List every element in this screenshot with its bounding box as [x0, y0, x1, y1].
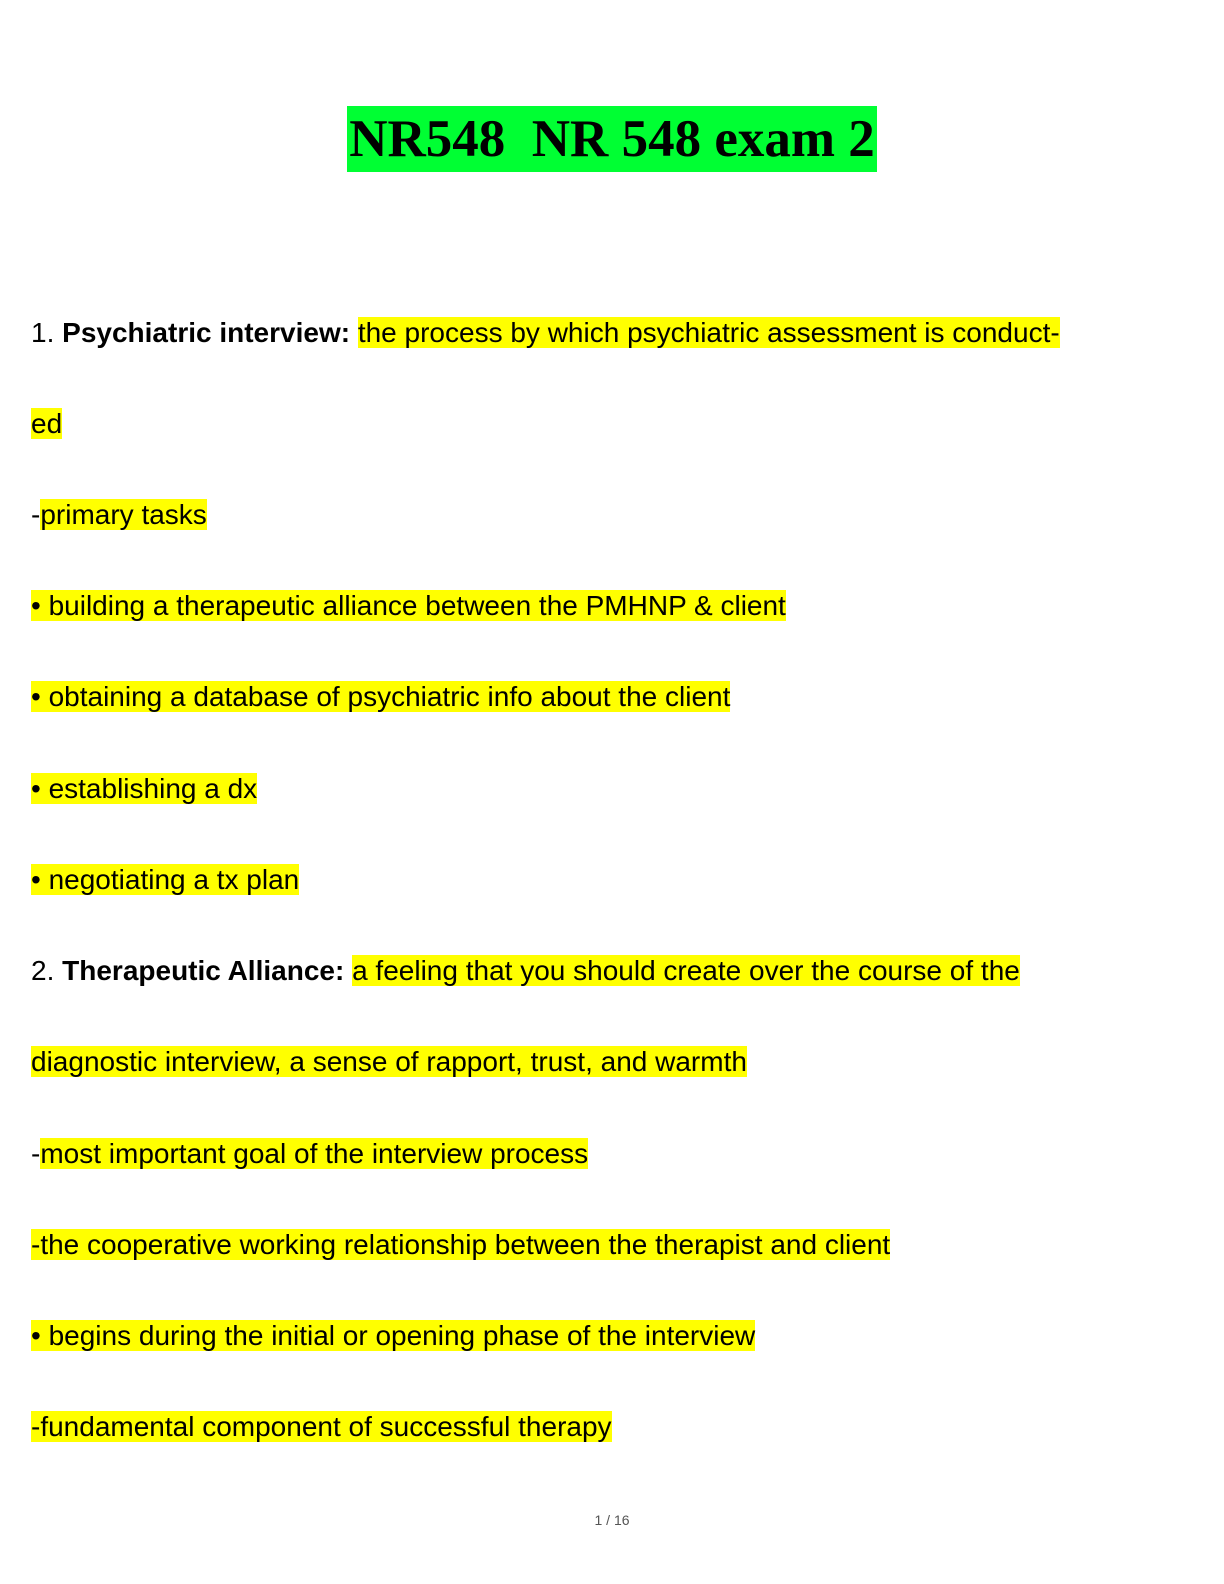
- line-text: • negotiating a tx plan: [31, 864, 300, 895]
- page-indicator: 1 / 16: [594, 1512, 630, 1528]
- line-text: • building a therapeutic alliance between the PMHNP & client: [31, 590, 786, 621]
- entry-definition-cont: ed: [31, 408, 63, 439]
- entry-1-line-4: [31, 771, 257, 807]
- line-text: primary tasks: [40, 499, 207, 530]
- entry-1-line-1: [31, 497, 207, 533]
- entry-2-line-2: [31, 1227, 890, 1263]
- entry-definition: a feeling that you should create over the course of the: [352, 955, 1020, 986]
- line-text: • obtaining a database of psychiatric info about the client: [31, 681, 731, 712]
- entry-1-definition-cont: [31, 406, 62, 442]
- entry-2-definition-cont: [31, 1044, 747, 1080]
- entry-definition: the process by which psychiatric assessment is conduct-: [357, 317, 1060, 348]
- entry-term: Psychiatric interview:: [62, 317, 351, 348]
- line-text: most important goal of the interview process: [40, 1138, 589, 1169]
- line-text: • establishing a dx: [31, 773, 258, 804]
- entry-2-heading: [31, 953, 1020, 989]
- entry-2-line-4: [31, 1409, 612, 1445]
- entry-definition-cont: diagnostic interview, a sense of rapport, trust, and warmth: [31, 1046, 747, 1077]
- entry-1-heading: [31, 315, 1060, 351]
- line-text: • begins during the initial or opening phase of the interview: [31, 1320, 756, 1351]
- line-text: -fundamental component of successful therapy: [31, 1411, 612, 1442]
- entry-1-line-3: [31, 679, 730, 715]
- entry-number: 1.: [31, 317, 55, 348]
- document-title: NR548 NR 548 exam 2: [347, 106, 877, 172]
- entry-term: Therapeutic Alliance:: [62, 955, 345, 986]
- line-prefix: -: [31, 499, 41, 530]
- entry-2-line-3: [31, 1318, 755, 1354]
- entry-1-line-5: [31, 862, 299, 898]
- line-prefix: -: [31, 1138, 41, 1169]
- line-text: -the cooperative working relationship between the therapist and client: [31, 1229, 891, 1260]
- entry-1-line-2: [31, 588, 786, 624]
- title-container: [0, 106, 1224, 172]
- entry-2-line-1: [31, 1136, 588, 1172]
- entry-number: 2.: [31, 955, 55, 986]
